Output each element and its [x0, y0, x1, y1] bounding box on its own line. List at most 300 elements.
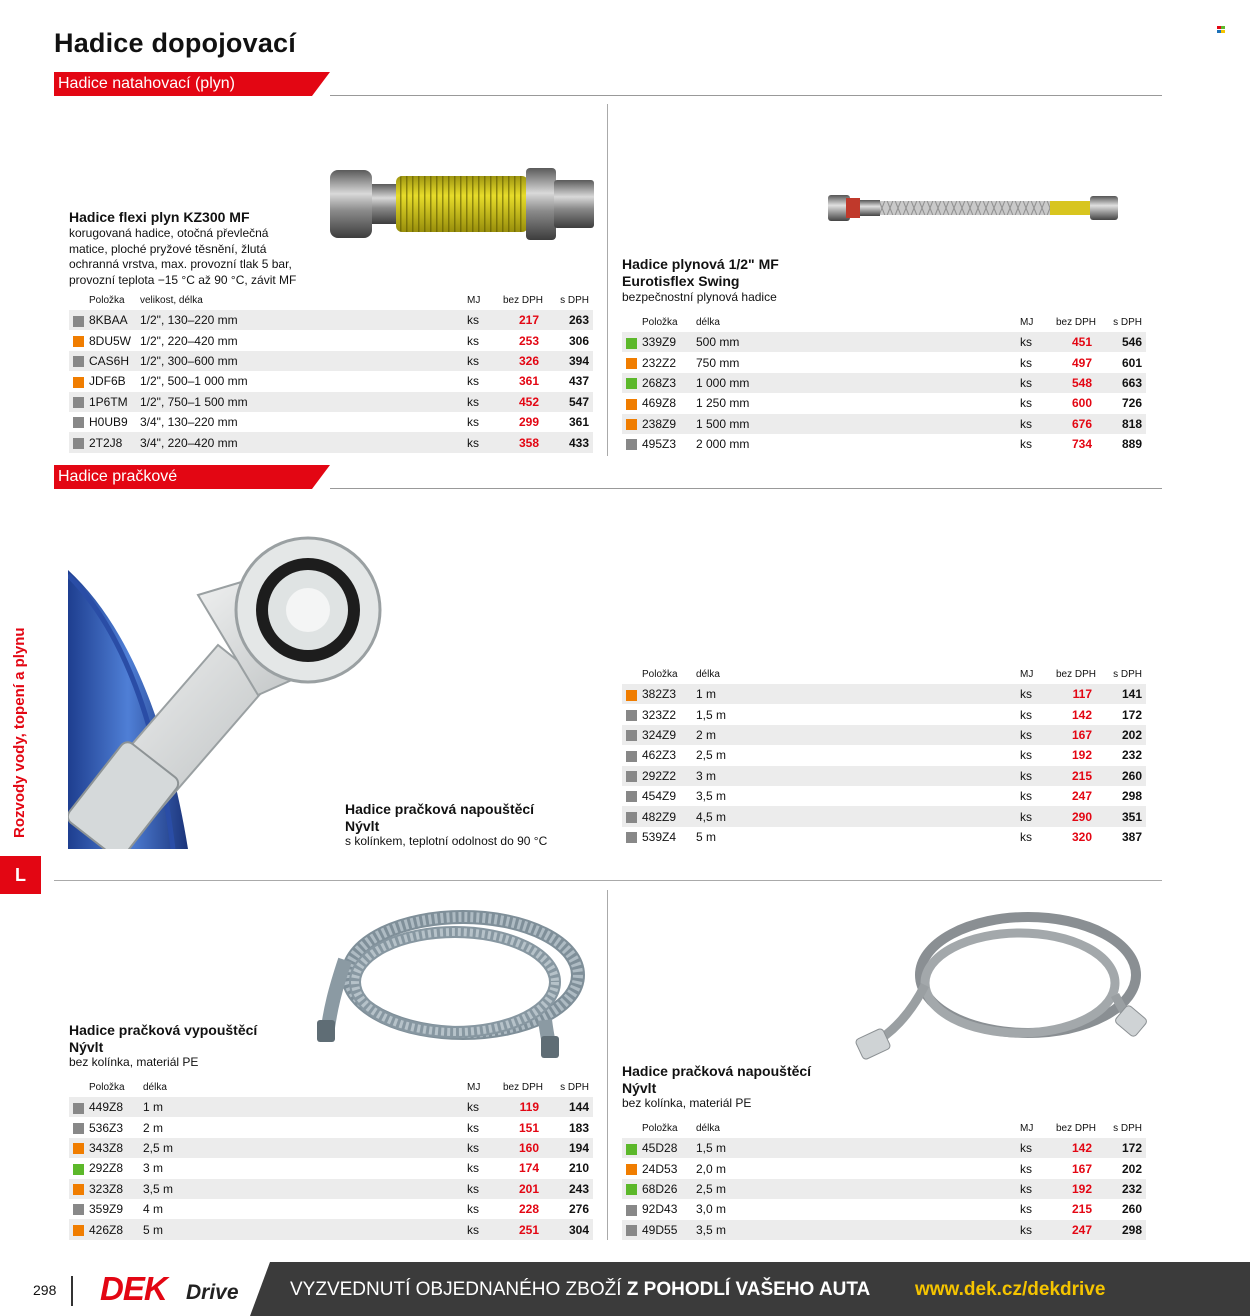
item-unit: ks: [1020, 396, 1032, 411]
price-incl-vat: 263: [547, 310, 593, 330]
price-excl-vat: 451: [1042, 332, 1100, 352]
footer: [0, 1262, 1250, 1316]
item-size: 3,5 m: [143, 1179, 467, 1199]
col-incl: s DPH: [560, 1081, 589, 1093]
availability-swatch: [626, 338, 637, 349]
price-excl-vat: 142: [1042, 1138, 1100, 1158]
item-unit: ks: [1020, 1179, 1042, 1199]
col-item: Položka: [89, 294, 125, 306]
item-unit: ks: [1020, 437, 1032, 452]
title-line: Nývlt: [622, 1080, 657, 1096]
table-row: [622, 1158, 1146, 1178]
item-unit: ks: [1020, 414, 1042, 434]
table-row: [622, 414, 1146, 434]
col-unit: MJ: [467, 294, 481, 306]
price-excl-vat: 253: [518, 333, 539, 348]
col-item: Položka: [642, 1122, 678, 1134]
item-size: 2,0 m: [696, 1161, 727, 1176]
item-size: 3,0 m: [696, 1202, 727, 1217]
availability-swatch: [626, 358, 637, 369]
table-row: [622, 393, 1146, 413]
swatch-cell: [622, 1138, 642, 1158]
item-unit: ks: [467, 310, 489, 330]
product-description: [69, 226, 296, 288]
col-excl: bez DPH: [1055, 668, 1096, 680]
price-incl-vat: 144: [547, 1097, 593, 1117]
item-size: 3/4", 130–220 mm: [140, 415, 238, 430]
price-incl-vat: 202: [1100, 725, 1146, 745]
table-row: [622, 786, 1146, 806]
product-description: [69, 1055, 198, 1071]
availability-swatch: [626, 378, 637, 389]
item-unit: ks: [1020, 684, 1042, 704]
title-line: Hadice pračková napouštěcí: [345, 801, 535, 817]
section-header-washer: [54, 465, 1162, 489]
swatch-cell: [69, 330, 89, 350]
item-size: 750 mm: [696, 355, 740, 370]
price-excl-vat: 320: [1071, 829, 1092, 844]
item-size: 1,5 m: [696, 707, 727, 722]
price-incl-vat: 260: [1100, 766, 1146, 786]
availability-swatch: [626, 791, 637, 802]
availability-swatch: [626, 1225, 637, 1236]
table-row: [622, 332, 1146, 352]
col-size: délka: [696, 316, 720, 328]
item-size: 500 mm: [696, 332, 1020, 352]
col-incl: s DPH: [1113, 316, 1142, 328]
item-size: 1/2", 500–1 000 mm: [140, 374, 248, 389]
table-row: [622, 704, 1146, 724]
price-incl-vat: 243: [547, 1179, 593, 1199]
availability-swatch: [626, 439, 637, 450]
item-code: 359Z9: [89, 1202, 124, 1217]
table-row: [69, 412, 593, 432]
item-size: 3 m: [143, 1161, 164, 1176]
col-unit: MJ: [467, 1081, 481, 1093]
table-row: [622, 1179, 1146, 1199]
swatch-cell: [69, 1179, 89, 1199]
price-excl-vat: 174: [518, 1161, 539, 1176]
price-incl-vat: 298: [1121, 789, 1142, 804]
table-row: [69, 1199, 593, 1219]
table-row: [622, 725, 1146, 745]
item-size: 1/2", 220–420 mm: [140, 333, 238, 348]
item-size: 1/2", 130–220 mm: [140, 310, 467, 330]
title-line: Hadice pračková vypouštěcí: [69, 1022, 258, 1038]
title-line: Eurotisflex Swing: [622, 273, 740, 289]
price-excl-vat: 151: [518, 1120, 539, 1135]
price-incl-vat: 232: [1121, 748, 1142, 763]
item-unit: ks: [467, 415, 479, 430]
swatch-cell: [622, 332, 642, 352]
column-divider: [607, 104, 608, 456]
item-unit: ks: [1020, 789, 1032, 804]
swatch-cell: [69, 392, 89, 412]
price-excl-vat: 452: [489, 392, 547, 412]
price-excl-vat: 299: [518, 415, 539, 430]
item-unit: ks: [467, 1202, 479, 1217]
price-incl-vat: 546: [1100, 332, 1146, 352]
price-excl-vat: 167: [1071, 1161, 1092, 1176]
description-line: bez kolínka, materiál PE: [622, 1096, 752, 1110]
col-excl: bez DPH: [502, 294, 543, 306]
price-incl-vat: 202: [1121, 1161, 1142, 1176]
price-excl-vat: 215: [1042, 766, 1100, 786]
page-number: 298: [33, 1282, 57, 1298]
item-unit: ks: [467, 1138, 489, 1158]
item-code: 495Z3: [642, 437, 677, 452]
price-table: [622, 664, 1146, 847]
price-excl-vat: 251: [489, 1219, 547, 1239]
col-incl: s DPH: [560, 294, 589, 306]
price-incl-vat: 141: [1100, 684, 1146, 704]
item-unit: ks: [1020, 332, 1042, 352]
availability-swatch: [626, 1184, 637, 1195]
item-code: 49D55: [642, 1220, 696, 1240]
description-line: bez kolínka, materiál PE: [69, 1055, 199, 1069]
section-label: Hadice natahovací (plyn): [54, 72, 312, 96]
price-incl-vat: 387: [1121, 829, 1142, 844]
table-row: [622, 434, 1146, 454]
section-header-gas: [54, 72, 1162, 96]
price-excl-vat: 600: [1071, 396, 1092, 411]
swatch-cell: [622, 434, 642, 454]
availability-swatch: [73, 1143, 84, 1154]
product-description: [622, 1096, 751, 1112]
price-excl-vat: 548: [1042, 373, 1100, 393]
price-excl-vat: 497: [1071, 355, 1092, 370]
swatch-cell: [622, 352, 642, 372]
item-unit: ks: [1020, 373, 1042, 393]
item-unit: ks: [1020, 1202, 1032, 1217]
description-line: s kolínkem, teplotní odolnost do 90 °C: [345, 834, 548, 848]
item-code: 2T2J8: [89, 432, 140, 452]
item-code: 1P6TM: [89, 392, 140, 412]
table-row: [69, 1158, 593, 1178]
price-incl-vat: 298: [1100, 1220, 1146, 1240]
price-excl-vat: 167: [1042, 725, 1100, 745]
item-size: 2,5 m: [696, 748, 727, 763]
item-size: 4,5 m: [696, 806, 1020, 826]
item-unit: ks: [1020, 1161, 1032, 1176]
product-description: [622, 290, 777, 306]
item-size: 2,5 m: [696, 1179, 1020, 1199]
swatch-cell: [69, 1138, 89, 1158]
table-row: [69, 371, 593, 391]
price-table: [622, 1118, 1146, 1240]
price-incl-vat: 172: [1100, 1138, 1146, 1158]
page-number-divider: [71, 1276, 73, 1306]
item-unit: ks: [1020, 725, 1042, 745]
item-code: 343Z8: [89, 1138, 143, 1158]
item-size: 3,5 m: [696, 789, 727, 804]
table-row: [69, 351, 593, 371]
price-incl-vat: 351: [1100, 806, 1146, 826]
price-excl-vat: 247: [1071, 789, 1092, 804]
price-incl-vat: 601: [1121, 355, 1142, 370]
col-incl: s DPH: [1113, 668, 1142, 680]
col-unit: MJ: [1020, 668, 1034, 680]
item-unit: ks: [1020, 355, 1032, 370]
swatch-cell: [622, 1158, 642, 1178]
description-line: matice, ploché pryžové těsnění, žlutá: [69, 241, 267, 256]
availability-swatch: [73, 316, 84, 327]
availability-swatch: [626, 832, 637, 843]
availability-swatch: [73, 1103, 84, 1114]
table-row: [622, 1220, 1146, 1240]
col-size: délka: [696, 668, 720, 680]
table-row: [622, 352, 1146, 372]
price-incl-vat: 437: [568, 374, 589, 389]
availability-swatch: [73, 377, 84, 388]
availability-swatch: [73, 397, 84, 408]
price-incl-vat: 183: [568, 1120, 589, 1135]
swatch-cell: [69, 371, 89, 391]
availability-swatch: [73, 417, 84, 428]
col-size: velikost, délka: [140, 294, 203, 306]
item-code: 268Z3: [642, 373, 696, 393]
item-code: 449Z8: [89, 1097, 143, 1117]
product-title: [69, 1022, 257, 1056]
price-incl-vat: 306: [568, 333, 589, 348]
item-code: 426Z8: [89, 1219, 143, 1239]
swatch-cell: [622, 806, 642, 826]
item-code: 45D28: [642, 1138, 696, 1158]
title-line: Hadice pračková napouštěcí: [622, 1063, 812, 1079]
footer-slogan: [290, 1279, 870, 1301]
col-unit: MJ: [1020, 316, 1034, 328]
table-row: [69, 432, 593, 452]
price-incl-vat: 818: [1100, 414, 1146, 434]
description-line: ochranná vrstva, max. provozní tlak 5 bar,: [69, 257, 292, 271]
product-title: [345, 801, 534, 835]
swatch-cell: [622, 1199, 642, 1219]
table-row: [622, 684, 1146, 704]
col-item: Položka: [642, 668, 678, 680]
swatch-cell: [69, 310, 89, 330]
swatch-cell: [69, 1097, 89, 1117]
availability-swatch: [626, 751, 637, 762]
item-code: 536Z3: [89, 1120, 124, 1135]
item-size: 1 m: [696, 684, 1020, 704]
swatch-cell: [622, 725, 642, 745]
table-row: [69, 1219, 593, 1239]
item-size: 1 000 mm: [696, 373, 1020, 393]
item-size: 1 250 mm: [696, 396, 750, 411]
availability-swatch: [626, 771, 637, 782]
price-excl-vat: 142: [1071, 707, 1092, 722]
drain-hose-image: [315, 900, 585, 1065]
page-title: Hadice dopojovací: [54, 28, 296, 58]
item-code: CAS6H: [89, 351, 140, 371]
price-incl-vat: 433: [547, 432, 593, 452]
description-line: provozní teplota −15 °C až 90 °C, závit MF: [69, 272, 297, 287]
item-code: 8KBAA: [89, 310, 140, 330]
eurotisflex-hose-image: [826, 188, 1120, 228]
swatch-cell: [622, 745, 642, 765]
swatch-cell: [622, 766, 642, 786]
item-code: 232Z2: [642, 355, 677, 370]
table-row: [622, 745, 1146, 765]
swatch-cell: [69, 1117, 89, 1137]
item-unit: ks: [1020, 748, 1032, 763]
price-excl-vat: 117: [1042, 684, 1100, 704]
item-code: 323Z2: [642, 707, 677, 722]
item-size: 2 m: [696, 725, 1020, 745]
description-line: bezpečnostní plynová hadice: [622, 290, 777, 304]
col-unit: MJ: [1020, 1122, 1034, 1134]
item-size: 3,5 m: [696, 1220, 1020, 1240]
item-code: 324Z9: [642, 725, 696, 745]
col-item: Položka: [642, 316, 678, 328]
swatch-cell: [622, 684, 642, 704]
item-size: 5 m: [143, 1219, 467, 1239]
swatch-cell: [69, 1158, 89, 1178]
col-incl: s DPH: [1113, 1122, 1142, 1134]
price-excl-vat: 228: [518, 1202, 539, 1217]
price-incl-vat: 276: [568, 1202, 589, 1217]
flexi-gas-hose-image: [328, 162, 596, 246]
item-unit: ks: [1020, 766, 1042, 786]
footer-url-link[interactable]: www.dek.cz/dekdrive: [915, 1279, 1106, 1300]
availability-swatch: [73, 1225, 84, 1236]
title-line: Nývlt: [69, 1039, 104, 1055]
slogan-bold: Z POHODLÍ VAŠEHO AUTA: [626, 1279, 871, 1300]
table-row: [622, 827, 1146, 847]
item-unit: ks: [467, 1120, 479, 1135]
swatch-cell: [69, 351, 89, 371]
item-size: 2,5 m: [143, 1138, 467, 1158]
swatch-cell: [622, 786, 642, 806]
item-unit: ks: [467, 374, 479, 389]
item-unit: ks: [1020, 806, 1042, 826]
swatch-cell: [69, 1199, 89, 1219]
availability-swatch: [73, 1204, 84, 1215]
table-row: [69, 330, 593, 350]
side-category-label: Rozvody vody, topení a plynu: [11, 627, 28, 838]
item-size: 2 m: [143, 1120, 164, 1135]
availability-swatch: [626, 1205, 637, 1216]
item-size: 4 m: [143, 1202, 164, 1217]
price-table: [622, 312, 1146, 454]
price-incl-vat: 210: [568, 1161, 589, 1176]
price-excl-vat: 290: [1042, 806, 1100, 826]
item-code: 292Z2: [642, 766, 696, 786]
section-label: Hadice pračkové: [54, 465, 312, 489]
table-row: [69, 1179, 593, 1199]
item-code: 469Z8: [642, 396, 677, 411]
swatch-cell: [622, 827, 642, 847]
availability-swatch: [626, 1164, 637, 1175]
row-divider: [54, 880, 1162, 881]
price-excl-vat: 676: [1042, 414, 1100, 434]
item-code: 24D53: [642, 1161, 678, 1176]
table-row: [69, 392, 593, 412]
availability-swatch: [626, 730, 637, 741]
item-unit: ks: [1020, 1138, 1042, 1158]
price-incl-vat: 232: [1100, 1179, 1146, 1199]
side-chapter-tab[interactable]: L: [0, 856, 41, 894]
price-excl-vat: 160: [489, 1138, 547, 1158]
product-title: [622, 256, 779, 290]
price-incl-vat: 889: [1121, 437, 1142, 452]
availability-swatch: [626, 690, 637, 701]
price-excl-vat: 201: [489, 1179, 547, 1199]
item-code: 382Z3: [642, 684, 696, 704]
item-size: 1/2", 300–600 mm: [140, 351, 467, 371]
item-code: 92D43: [642, 1202, 678, 1217]
slogan-normal: VYZVEDNUTÍ OBJEDNANÉHO ZBOŽÍ: [290, 1279, 627, 1300]
price-excl-vat: 358: [489, 432, 547, 452]
item-size: 2 000 mm: [696, 437, 750, 452]
availability-swatch: [73, 1184, 84, 1195]
item-unit: ks: [467, 1097, 489, 1117]
price-incl-vat: 547: [547, 392, 593, 412]
price-incl-vat: 194: [547, 1138, 593, 1158]
swatch-cell: [622, 373, 642, 393]
item-code: 462Z3: [642, 748, 677, 763]
price-incl-vat: 361: [568, 415, 589, 430]
product-title: [622, 1063, 811, 1097]
col-excl: bez DPH: [1055, 1122, 1096, 1134]
item-size: 5 m: [696, 829, 717, 844]
item-unit: ks: [467, 1161, 479, 1176]
table-row: [69, 1117, 593, 1137]
table-row: [622, 1199, 1146, 1219]
item-size: 1 500 mm: [696, 414, 1020, 434]
drive-logo: Drive: [186, 1281, 239, 1304]
corner-mark: [1217, 26, 1226, 33]
price-excl-vat: 217: [489, 310, 547, 330]
item-unit: ks: [1020, 1220, 1042, 1240]
item-size: 3 m: [696, 766, 1020, 786]
swatch-cell: [622, 1179, 642, 1199]
availability-swatch: [73, 356, 84, 367]
item-unit: ks: [467, 351, 489, 371]
availability-swatch: [626, 1144, 637, 1155]
item-unit: ks: [467, 1179, 489, 1199]
swatch-cell: [622, 393, 642, 413]
description-line: korugovaná hadice, otočná převlečná: [69, 226, 269, 240]
price-table: [69, 290, 593, 453]
item-code: 339Z9: [642, 332, 696, 352]
swatch-cell: [69, 412, 89, 432]
item-size: 1,5 m: [696, 1138, 1020, 1158]
col-excl: bez DPH: [1055, 316, 1096, 328]
availability-swatch: [626, 710, 637, 721]
item-unit: ks: [1020, 829, 1032, 844]
swatch-cell: [69, 1219, 89, 1239]
table-row: [622, 373, 1146, 393]
price-excl-vat: 192: [1042, 1179, 1100, 1199]
swatch-cell: [622, 704, 642, 724]
price-incl-vat: 726: [1121, 396, 1142, 411]
availability-swatch: [626, 399, 637, 410]
item-code: 8DU5W: [89, 333, 132, 348]
col-item: Položka: [89, 1081, 125, 1093]
availability-swatch: [73, 336, 84, 347]
item-size: 1 m: [143, 1097, 467, 1117]
product-description: [345, 834, 547, 850]
item-unit: ks: [467, 1219, 489, 1239]
col-size: délka: [143, 1081, 167, 1093]
price-incl-vat: 172: [1121, 707, 1142, 722]
item-size: 3/4", 220–420 mm: [140, 432, 467, 452]
price-excl-vat: 361: [518, 374, 539, 389]
item-code: 238Z9: [642, 414, 696, 434]
section-rule: [330, 95, 1162, 96]
availability-swatch: [73, 1123, 84, 1134]
